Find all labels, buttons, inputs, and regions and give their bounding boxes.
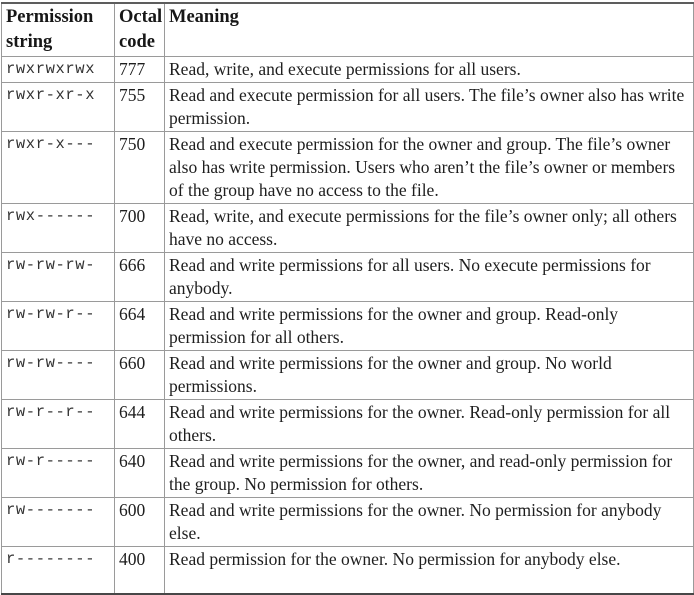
meaning-cell: Read, write, and execute permissions for the file’s owner only; all others have no access. [165, 204, 694, 253]
col-header-meaning: Meaning [165, 3, 694, 57]
table-row [2, 449, 694, 498]
table-row [2, 351, 694, 400]
table-row [2, 204, 694, 253]
octal-code-cell: 640 [115, 449, 165, 498]
octal-code-cell: 664 [115, 302, 165, 351]
permission-string-cell: rwxrwxrwx [2, 57, 115, 83]
meaning-cell: Read and write permissions for the owner and group. Read-only permission for all others. [165, 302, 694, 351]
octal-code-cell: 400 [115, 547, 165, 595]
octal-code-cell: 666 [115, 253, 165, 302]
table-row [2, 498, 694, 547]
permissions-table [1, 2, 694, 595]
permissions-table-body [2, 57, 694, 595]
permission-string-cell: rw------- [2, 498, 115, 547]
meaning-cell: Read and write permissions for the owner, and read-only permission for the group. No permission for others. [165, 449, 694, 498]
octal-code-cell: 644 [115, 400, 165, 449]
octal-code-cell: 755 [115, 83, 165, 132]
meaning-cell: Read, write, and execute permissions for all users. [165, 57, 694, 83]
meaning-cell: Read and execute permission for all users. The file’s owner also has write permission. [165, 83, 694, 132]
col-header-permission-string: Permission string [2, 3, 115, 57]
permission-string-cell: rwxr-x--- [2, 132, 115, 204]
table-row [2, 547, 694, 595]
permission-string-cell: rw-r----- [2, 449, 115, 498]
permission-string-cell: rw-rw-r-- [2, 302, 115, 351]
col-header-octal-code: Octal code [115, 3, 165, 57]
table-row [2, 132, 694, 204]
table-row [2, 83, 694, 132]
octal-code-cell: 700 [115, 204, 165, 253]
meaning-cell: Read and execute permission for the owner and group. The file’s owner also has write permission. Users who aren’t the file’s owner or members of the group have no access to the file. [165, 132, 694, 204]
table-row [2, 400, 694, 449]
octal-code-cell: 750 [115, 132, 165, 204]
octal-code-cell: 777 [115, 57, 165, 83]
octal-code-cell: 600 [115, 498, 165, 547]
meaning-cell: Read and write permissions for all users. No execute permissions for anybody. [165, 253, 694, 302]
permission-string-cell: rw-rw---- [2, 351, 115, 400]
header-row [2, 3, 694, 57]
table-row [2, 302, 694, 351]
octal-code-cell: 660 [115, 351, 165, 400]
meaning-cell: Read and write permissions for the owner and group. No world permissions. [165, 351, 694, 400]
meaning-cell: Read and write permissions for the owner. No permission for anybody else. [165, 498, 694, 547]
table-row [2, 57, 694, 83]
permission-string-cell: r-------- [2, 547, 115, 595]
meaning-cell: Read and write permissions for the owner. Read-only permission for all others. [165, 400, 694, 449]
meaning-cell: Read permission for the owner. No permission for anybody else. [165, 547, 694, 595]
permission-string-cell: rwx------ [2, 204, 115, 253]
permission-string-cell: rwxr-xr-x [2, 83, 115, 132]
permission-string-cell: rw-r--r-- [2, 400, 115, 449]
permission-string-cell: rw-rw-rw- [2, 253, 115, 302]
table-row [2, 253, 694, 302]
